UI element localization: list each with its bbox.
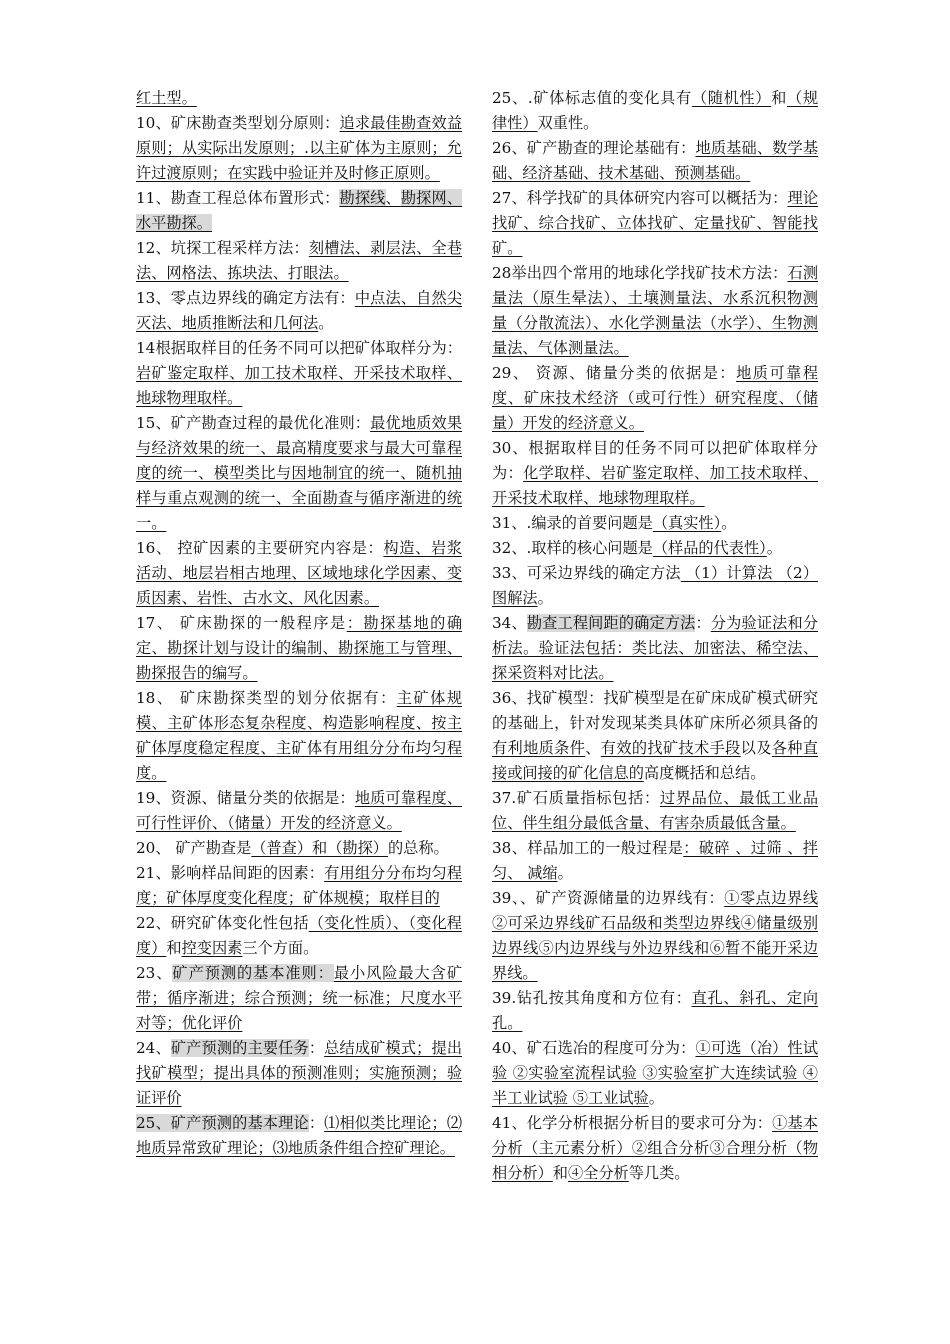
- answer-text: （样品的代表性）: [652, 539, 767, 557]
- question-text: 17、 矿床勘探的一般程序是: [136, 614, 347, 632]
- answer-text: ①零点边界线②可采边界线矿石品级和类型边界线④储量级别边界线⑤内边界线与外边界线和⑥暂不能开采边界线。: [492, 889, 819, 982]
- answer-text: 控变因素: [181, 939, 243, 957]
- answer-text: 有利地质条件: [492, 739, 586, 757]
- question-item-p15: [136, 411, 462, 536]
- question-text: ：: [308, 1114, 325, 1132]
- question-text: 33、可采边界线的确定方法: [492, 564, 681, 582]
- answer-text: 追求最佳勘查效益原则；从实际出发原则；.以主矿体为主原则；允许过渡原则；在实践中验证并及时修正原则。: [136, 114, 463, 182]
- answer-text: 勘探网: [400, 189, 447, 207]
- answer-text: 、: [385, 189, 401, 207]
- question-item-p34: [492, 611, 818, 686]
- question-text: 41、化学分析根据分析目的要求可分为：: [492, 1114, 773, 1132]
- highlighted-text: 勘查工程间距的确定方法: [526, 614, 696, 632]
- answer-text: ：勘探基地的确定、勘探计划与设计的编制、勘探施工与管理、勘探报告的编写。: [136, 614, 463, 682]
- answer-text: 构造、岩浆活动、地层岩相古地理、区域地球化学因素、变质因素、岩性、古水文、风化因素。: [136, 539, 462, 607]
- question-item-p37: [492, 786, 818, 836]
- question-text: 的总称。: [387, 839, 449, 857]
- question-text: 30、根据取样目的任务不同可以把矿体取样分为：: [492, 439, 818, 482]
- question-text: 。: [557, 864, 573, 882]
- question-text: 27、科学找矿的具体研究内容可以概括为：: [492, 189, 788, 207]
- question-item-p12: [136, 236, 462, 286]
- question-text: ：: [695, 614, 711, 632]
- question-item-p13: [136, 286, 462, 336]
- highlighted-text: 矿产预测的主要任务: [170, 1039, 309, 1057]
- answer-text: 化学取样、岩矿鉴定取样、加工技术取样、开采技术取样、地球物理取样。: [492, 464, 819, 507]
- question-text: 19、资源、储量分类的依据是：: [136, 789, 355, 807]
- question-text: 11、勘查工程总体布置形式：: [136, 189, 340, 207]
- answer-text: 最优地质效果与经济效果的统一、最高精度要求与最大可靠程度的统一、模型类比与因地制宜的统一、随机抽样与重点观测的统一、全面勘查与循序渐进的统一。: [136, 414, 463, 532]
- question-text: 高度概括和总结。: [643, 764, 766, 782]
- question-text: 34、: [492, 614, 527, 632]
- question-text: 。: [721, 514, 737, 532]
- question-text: 40、矿石选冶的程度可分为：: [492, 1039, 696, 1057]
- question-item-p21: [136, 861, 462, 911]
- question-item-p27: [492, 186, 818, 261]
- question-item-p20: [136, 836, 462, 861]
- answer-text: 总结成矿模式；提出找矿模型；提出具体的预测准则；实施预测；验证评价: [136, 1039, 463, 1107]
- question-text: 。: [648, 1089, 664, 1107]
- question-text: 39.钻孔按其角度和方位有：: [492, 989, 692, 1007]
- question-item-p29: [492, 361, 818, 436]
- answer-text: 地质基础、数学基础、经济基础、技术基础、预测基础。: [492, 139, 819, 182]
- question-text: 39、、矿产资源储量的边界线有：: [492, 889, 725, 907]
- question-item-p40: [492, 1036, 818, 1111]
- question-text: 20、 矿产勘查是: [136, 839, 252, 857]
- question-text: 18、 矿床勘探类型的划分依据有：: [136, 689, 397, 707]
- question-text: 26、矿产勘查的理论基础有：: [492, 139, 696, 157]
- question-item-p38: [492, 836, 818, 886]
- answer-text: （规律性）: [492, 89, 819, 132]
- highlighted-text: 矿产预测的基本准则：: [172, 964, 334, 982]
- question-text: 28举出四个常用的地球化学找矿技术方法：: [492, 264, 788, 282]
- question-item-p41: [492, 1111, 818, 1186]
- question-item-p25b: [492, 86, 818, 136]
- answer-text: 地质可靠程度、可行性评价、（储量）开发的经济意义。: [136, 789, 463, 832]
- question-text: 。: [537, 589, 553, 607]
- answer-text: 直孔、斜孔、定向孔。: [492, 989, 819, 1032]
- question-text: 23、: [136, 964, 173, 982]
- question-item-p18: [136, 686, 462, 786]
- left-column: [136, 86, 462, 1161]
- question-item-p10: [136, 111, 462, 186]
- answer-text: 中点法、自然尖灭法、地质推断法和几何法: [136, 289, 463, 332]
- question-text: 32、.取样的核心问题是: [492, 539, 653, 557]
- answer-text: ：破碎 、过筛 、拌匀、 减缩: [492, 839, 818, 882]
- answer-text: ⑴相似类比理论；⑵地质异常致矿理论；⑶地质条件组合控矿理论。: [136, 1114, 463, 1157]
- question-text: 29、 资源、储量分类的依据是：: [492, 364, 737, 382]
- right-column: [492, 86, 818, 1186]
- question-item-p14: [136, 336, 462, 411]
- question-item-p19: [136, 786, 462, 836]
- question-item-p11: [136, 186, 462, 236]
- question-text: 和: [771, 89, 787, 107]
- question-item-p31: [492, 511, 818, 536]
- question-item-p23: [136, 961, 462, 1036]
- answer-text: 地质可靠程度、矿床技术经济（或可行性）研究程度、（储量）开发的经济意义。: [492, 364, 819, 432]
- answer-text: 过界品位、最低工业品位、伴生组分最低含量、有害杂质最低含量。: [492, 789, 819, 832]
- answer-text: 分为验证法和分析法。验证法包括：类比法、加密法、稀空法、探采资料对比法。: [492, 614, 819, 682]
- question-text: 13、零点边界线的确定方法有：: [136, 289, 355, 307]
- answer-text: 各种直接或间接的矿化信息的: [492, 739, 819, 782]
- answer-text: （普查）和（勘探）: [251, 839, 388, 857]
- answer-text: 主矿体规模、主矿体形态复杂程度、构造影响程度、按主矿体厚度稳定程度、主矿体有用组分分布均匀程度。: [136, 689, 463, 782]
- question-item-p-cont: [136, 86, 462, 111]
- question-item-p32: [492, 536, 818, 561]
- question-text: 和: [552, 1164, 568, 1182]
- answer-text: 、水平勘探。: [136, 189, 463, 232]
- question-item-p17: [136, 611, 462, 686]
- question-text: 双重性。: [537, 114, 599, 132]
- answer-text: 岩矿鉴定取样、加工技术取样、开采技术取样、地球物理取样。: [136, 364, 462, 407]
- question-text: 14根据取样目的任务不同可以把矿体取样分为：: [136, 339, 462, 357]
- question-text: 10、矿床勘查类型划分原则：: [136, 114, 340, 132]
- question-item-p39b: [492, 986, 818, 1036]
- question-text: 、: [585, 739, 601, 757]
- question-text: 24、: [136, 1039, 171, 1057]
- question-item-p33: [492, 561, 818, 611]
- question-item-p39a: [492, 886, 818, 986]
- question-item-p24: [136, 1036, 462, 1111]
- question-item-p26: [492, 136, 818, 186]
- answer-text: （变化性质）、（变化程度）: [136, 914, 462, 957]
- answer-text: 刻槽法、剥层法、全巷法、网格法、拣块法、打眼法。: [136, 239, 463, 282]
- question-text: 。: [318, 314, 334, 332]
- question-text: 以及: [740, 739, 772, 757]
- question-text: 。: [766, 539, 782, 557]
- question-item-p30: [492, 436, 818, 511]
- highlighted-text: 25、矿产预测的基本理论: [136, 1114, 309, 1132]
- answer-text: 有效的找矿技术手段: [600, 739, 741, 757]
- answer-text: （真实性）: [652, 514, 722, 532]
- answer-text: 理论找矿、综合找矿、立体找矿、定量找矿、智能找矿。: [492, 189, 819, 257]
- question-text: ：: [308, 1039, 325, 1057]
- question-text: 22、研究矿体变化性包括: [136, 914, 309, 932]
- answer-text: 最小风险最大含矿带；循序渐进；综合预测；统一标准；尺度水平对等；优化评价: [136, 964, 462, 1032]
- answer-text: 勘探线: [339, 189, 386, 207]
- question-item-p36: [492, 686, 818, 786]
- question-text: 等几类。: [628, 1164, 690, 1182]
- answer-text: 石测量法（原生晕法）、土壤测量法、水系沉积物测量（分散流法）、水化学测量法（水学）、生物测量法、气体测量法。: [492, 264, 819, 357]
- question-text: 三个方面。: [242, 939, 319, 957]
- question-text: 38、样品加工的一般过程是: [492, 839, 684, 857]
- question-text: 21、影响样品间距的因素：: [136, 864, 325, 882]
- question-text: 37.矿石质量指标包括：: [492, 789, 660, 807]
- question-text: 15、矿产勘查过程的最优化准则：: [136, 414, 371, 432]
- question-text: 25、.矿体标志值的变化具有: [492, 89, 692, 107]
- question-text: 12、坑探工程采样方法：: [136, 239, 309, 257]
- question-text: 和: [166, 939, 182, 957]
- question-item-p25a: [136, 1111, 462, 1161]
- question-item-p28: [492, 261, 818, 361]
- answer-text: （随机性）: [691, 89, 772, 107]
- answer-text: ④全分析: [567, 1164, 629, 1182]
- question-text: 31、.编录的首要问题是: [492, 514, 653, 532]
- question-text: 36、找矿模型：找矿模型是在矿床成矿模式研究的基础上，针对发现某类具体矿床所必须具备的: [492, 689, 818, 732]
- answer-text: 有用组分分布均匀程度；矿体厚度变化程度；矿体规模；取样目的: [136, 864, 463, 907]
- question-item-p22: [136, 911, 462, 961]
- answer-text: 红土型。: [136, 89, 197, 107]
- answer-text: ①基本分析（主元素分析）②组合分析③合理分析（物相分析）: [492, 1114, 819, 1182]
- answer-text: （1）计算法 （2）图解法: [492, 564, 819, 607]
- answer-text: ①可选（冶）性试验 ②实验室流程试验 ③实验室扩大连续试验 ④半工业试验 ⑤工业试验: [492, 1039, 819, 1107]
- question-item-p16: [136, 536, 462, 611]
- question-text: 16、 控矿因素的主要研究内容是：: [136, 539, 384, 557]
